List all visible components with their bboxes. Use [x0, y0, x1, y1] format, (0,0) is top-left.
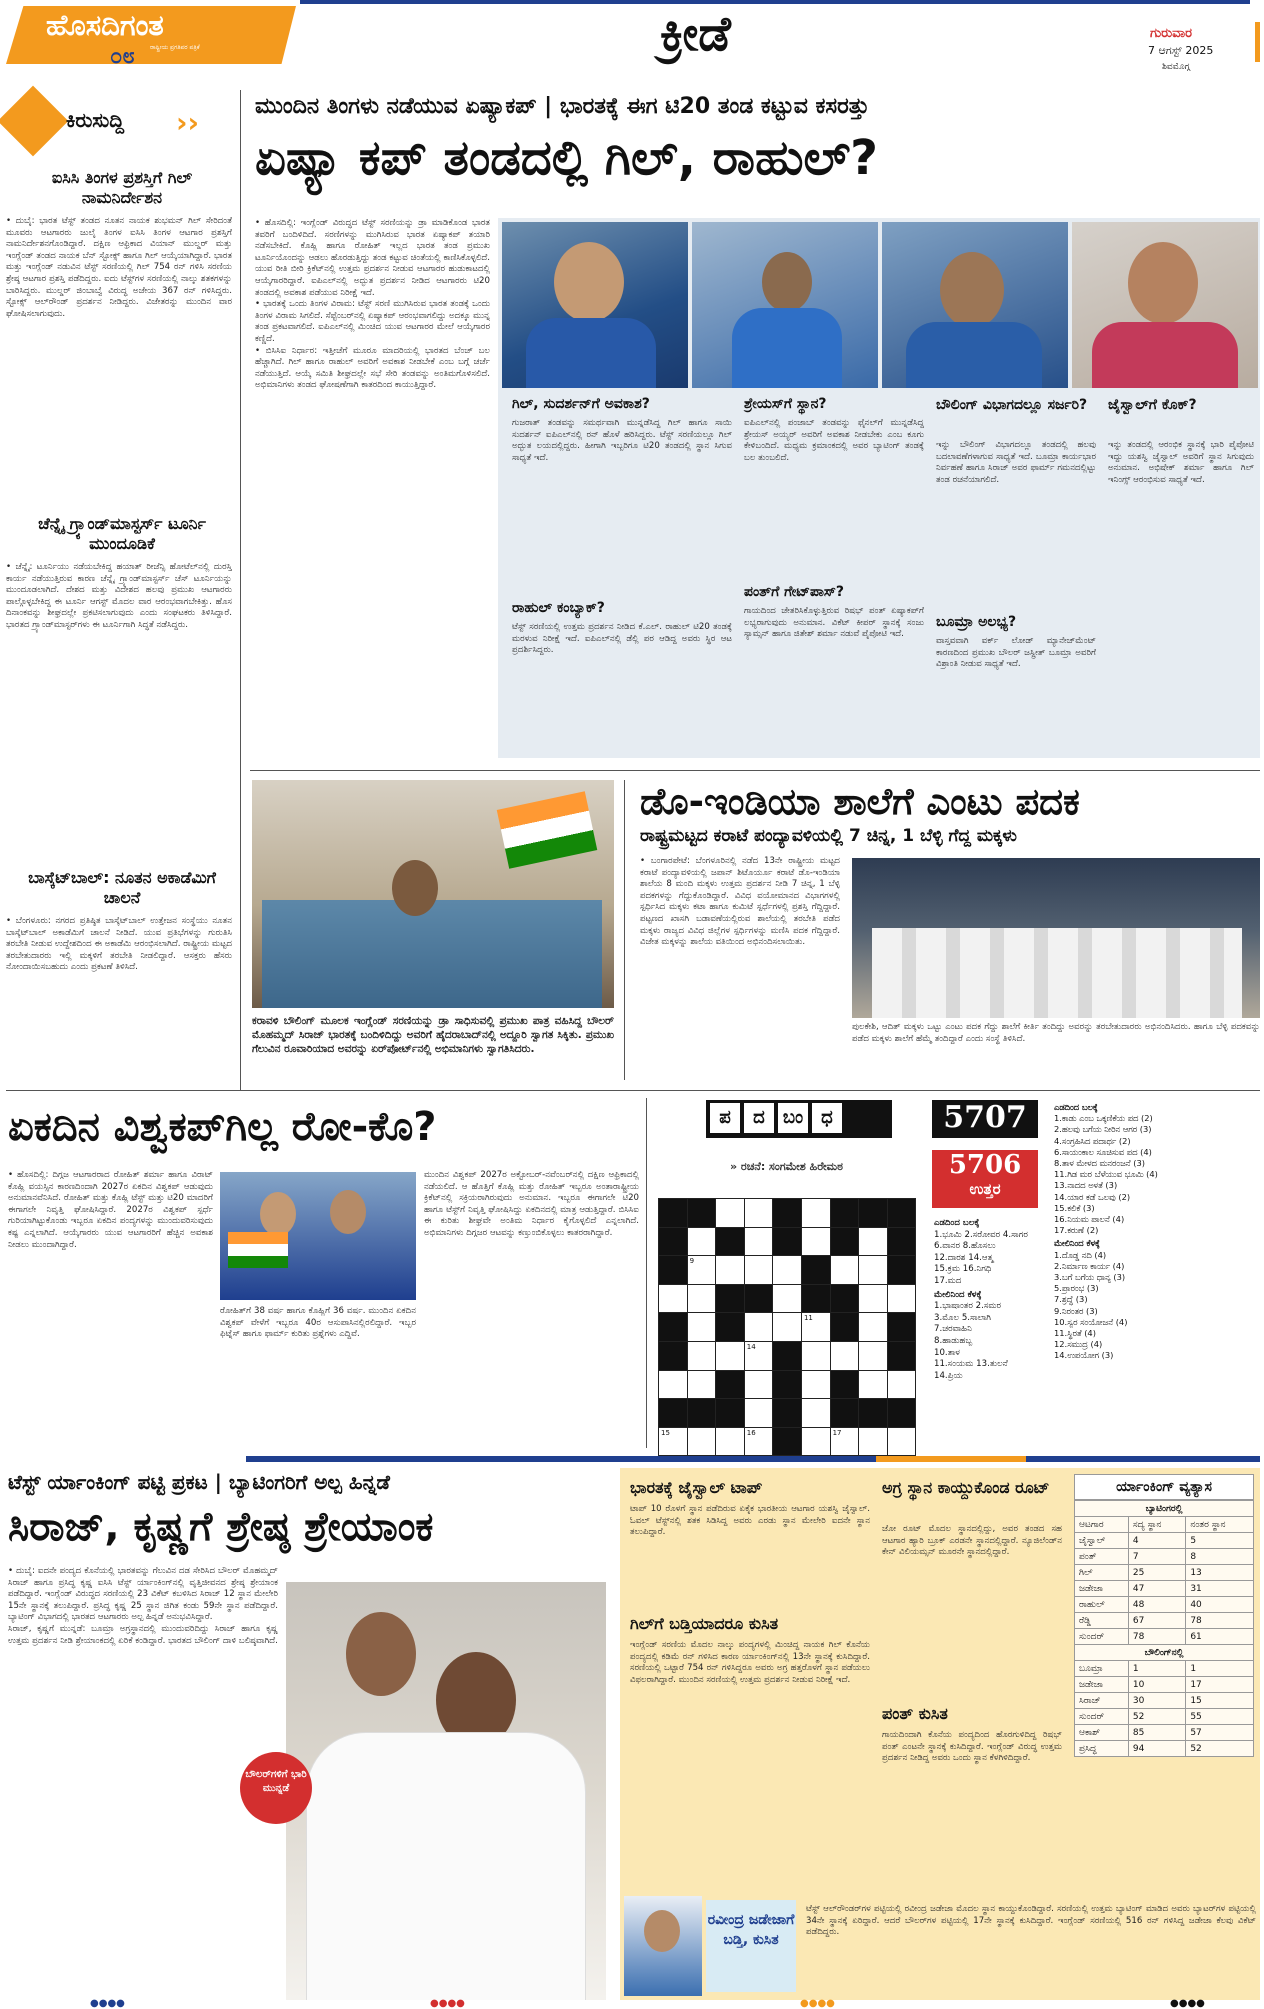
crossword-block	[859, 1399, 888, 1428]
crossword-block	[830, 1370, 859, 1399]
jadeja-label: ರವೀಂದ್ರ ಜಡೇಜಾಗೆ ಬಡ್ತಿ, ಕುಸಿತ	[706, 1900, 796, 1992]
clue-item: 15.ಕಲಿಕೆ (3)	[1054, 1202, 1095, 1213]
brief3-body: • ಬೆಂಗಳೂರು: ನಗರದ ಪ್ರತಿಷ್ಠಿತ ಬಾಸ್ಕೆಟ್‌ಬಾಲ್ ಉತ್ತೇಜನ ಸಂಸ್ಥೆಯು ನೂತನ ಬಾಸ್ಕೆಟ್‌ಬಾಲ್ ಅಕಾಡೆಮಿಗೆ ಚಾಲನೆ ನೀಡಿದೆ. ಯುವ ಪ್ರತಿಭೆಗಳನ್ನು ಗುರುತಿಸಿ ತರಬೇತಿ ನೀಡುವ ಉದ್ದೇಶದಿಂದ ಈ ಅಕಾಡೆಮಿ ಆರಂಭಿಸಲಾಗಿದೆ. ರಾಷ್ಟ್ರೀಯ ಮಟ್ಟದ ತರಬೇತುದಾರರು ಇಲ್ಲಿ ಮಕ್ಕಳಿಗೆ ತರಬೇತಿ ನೀಡಲಿದ್ದಾರೆ. ಆಸಕ್ತರು ಹೆಸರು ನೋಂದಾಯಿಸಬಹುದು ಎಂದು ಪ್ರಕಟಣೆ ತಿಳಿಸಿದೆ.	[6, 916, 232, 973]
clue-list	[1054, 1102, 1260, 1448]
photo-pant	[1072, 222, 1258, 388]
table-cell: ಸಿರಾಜ್	[1075, 1693, 1129, 1709]
answers-across-title: ಎಡದಿಂದ ಬಲಕ್ಕೆ	[934, 1218, 980, 1228]
ranking-col1: • ದುಬೈ: ಐದನೇ ಪಂದ್ಯದ ಕೊನೆಯಲ್ಲಿ ಭಾರತವನ್ನು ಗೆಲುವಿನ ದಡ ಸೇರಿಸಿದ ಬೌಲರ್ ಮೊಹಮ್ಮದ್ ಸಿರಾಜ್ ಹಾಗೂ ಪ್ರಸಿದ್ಧ ಕೃಷ್ಣ ಐಸಿಸಿ ಟೆಸ್ಟ್ ರ್ಯಾಂಕಿಂಗ್‌ನಲ್ಲಿ ವೃತ್ತಿಜೀವನದ ಶ್ರೇಷ್ಠ ಶ್ರೇಯಾಂಕ ಪಡೆದಿದ್ದಾರೆ. ಇಂಗ್ಲೆಂಡ್ ವಿರುದ್ಧದ ಸರಣಿಯಲ್ಲಿ 23 ವಿಕೆಟ್ ಕಬಳಿಸಿದ ಸಿರಾಜ್ 12 ಸ್ಥಾನ ಮೇಲೇರಿ 15ನೇ ಸ್ಥಾನಕ್ಕೆ ತಲುಪಿದ್ದಾರೆ. ಪ್ರಸಿದ್ಧ ಕೃಷ್ಣ 25 ಸ್ಥಾನ ಜಿಗಿತ ಕಂಡು 59ನೇ ಸ್ಥಾನ ಪಡೆದಿದ್ದಾರೆ. ಬ್ಯಾಟಿಂಗ್ ವಿಭಾಗದಲ್ಲಿ ಭಾರತದ ಆಟಗಾರರು ಅಲ್ಪ ಹಿನ್ನಡೆ ಅನುಭವಿಸಿದ್ದಾರೆ. ಸಿರಾಜ್, ಕೃಷ್ಣಗೆ ಮುನ್ನಡೆ: ಬೂಮ್ರಾ ಅಗ್ರಸ್ಥಾನದಲ್ಲಿ ಮುಂದುವರಿದಿದ್ದು ಸಿರಾಜ್ ಹಾಗೂ ಕೃಷ್ಣ ಉತ್ತಮ ಪ್ರದರ್ಶನ ನೀಡಿ ಶ್ರೇಯಾಂಕದಲ್ಲಿ ಏರಿಕೆ ಕಂಡಿದ್ದಾರೆ. ಭಾರತದ ಬೌಲಿಂಗ್ ದಾಳಿ ಬಲಿಷ್ಠವಾಗಿದೆ.	[8, 1566, 278, 1646]
clue-item: 1.ದೊಡ್ಡ ನದಿ (4)	[1054, 1249, 1107, 1260]
color-bar	[6, 1456, 1260, 1462]
crossword-block	[716, 1399, 745, 1428]
crossword-block	[830, 1284, 859, 1313]
divider-v2	[624, 780, 625, 1080]
crossword-cell[interactable]	[859, 1370, 888, 1399]
table-row	[1075, 1677, 1254, 1693]
table-cell: ಜಡೇಜಾ	[1075, 1677, 1129, 1693]
table-cell: ಪ್ರಸಿದ್ಧ	[1075, 1741, 1129, 1757]
clues-across-title: ಎಡದಿಂದ ಬಲಕ್ಕೆ	[1054, 1102, 1098, 1112]
puzzle-author: » ರಚನೆ: ಸಂಗಮೇಶ ಹಿರೇಮಠ	[730, 1160, 843, 1173]
crossword-cell[interactable]	[716, 1427, 745, 1456]
answer-item: 3.ಮೊಲ 5.ಸಾಲಾಗಿ	[934, 1312, 991, 1323]
table-row	[1075, 1629, 1254, 1645]
table-cell: 1	[1128, 1661, 1185, 1677]
crossword-grid	[658, 1198, 916, 1456]
answer-item: 10.ತಾಳ	[934, 1347, 960, 1358]
brief-chevrons: ››	[176, 106, 200, 139]
crossword-cell[interactable]	[744, 1227, 773, 1256]
roko-caption: ರೋಹಿತ್‌ಗೆ 38 ವರ್ಷ ಹಾಗೂ ಕೊಹ್ಲಿಗೆ 36 ವರ್ಷ. ಮುಂದಿನ ಏಕದಿನ ವಿಶ್ವಕಪ್ ವೇಳೆಗೆ ಇಬ್ಬರೂ 40ರ ಆಸುಪಾಸಿನಲ್ಲಿರಲಿದ್ದಾರೆ. ಇಬ್ಬರ ಫಿಟ್ನೆಸ್ ಹಾಗೂ ಫಾರ್ಮ್ ಕುರಿತು ಪ್ರಶ್ನೆಗಳು ಎದ್ದಿವೆ.	[220, 1306, 416, 1340]
brief-icon	[0, 86, 68, 157]
crossword-block	[801, 1284, 830, 1313]
table-cell: ಪಂತ್	[1075, 1549, 1129, 1565]
crossword-cell[interactable]	[830, 1256, 859, 1285]
crossword-cell[interactable]	[716, 1341, 745, 1370]
clue-item: 11.ಸ್ಥಿರತೆ (4)	[1054, 1328, 1096, 1339]
q1-body: ಗುಜರಾತ್ ತಂಡವನ್ನು ಸಮರ್ಥವಾಗಿ ಮುನ್ನಡೆಸಿದ್ದ ಗಿಲ್ ಹಾಗೂ ಸಾಯಿ ಸುದರ್ಶನ್ ಐಪಿಎಲ್‌ನಲ್ಲಿ ರನ್ ಹೊಳೆ ಹರಿಸಿದ್ದರು. ಟೆಸ್ಟ್ ಸರಣಿಯಲ್ಲೂ ಗಿಲ್ ಅದ್ಭುತ ಲಯದಲ್ಲಿದ್ದರು. ಹೀಗಾಗಿ ಇಬ್ಬರಿಗೂ ಟಿ20 ತಂಡದಲ್ಲಿ ಸ್ಥಾನ ಸಿಗುವ ಸಾಧ್ಯತೆ ಇದೆ.	[512, 418, 732, 463]
c1-body: ಟಾಪ್ 10 ರೊಳಗೆ ಸ್ಥಾನ ಪಡೆದಿರುವ ಏಕೈಕ ಭಾರತೀಯ ಆಟಗಾರ ಯಶಸ್ವಿ ಜೈಸ್ವಾಲ್. ಓವಲ್ ಟೆಸ್ಟ್‌ನಲ್ಲಿ ಶತಕ ಸಿಡಿಸಿದ್ದ ಅವರು ಎರಡು ಸ್ಥಾನ ಮೇಲೇರಿ ಐದನೇ ಸ್ಥಾನ ತಲುಪಿದ್ದಾರೆ.	[630, 1504, 870, 1538]
puzzle-title-tile: ಧ	[812, 1103, 842, 1133]
answer-item: 6.ವಾನರ 8.ಹೊಸಲು	[934, 1241, 996, 1252]
prev-number: 5706	[948, 1150, 1022, 1180]
crossword-block	[773, 1399, 802, 1428]
table-cell: ಜಡೇಜಾ	[1075, 1581, 1129, 1597]
table-cell: 47	[1128, 1581, 1185, 1597]
clue-item: 4.ಸಂಗ್ರಹಿಸಿದ ಪದಾರ್ಥ (2)	[1054, 1135, 1131, 1146]
clue-item: 1.ಕಾಡು ಎಂಬ ಒಕ್ಕಣಿಕೆಯ ಪದ (2)	[1054, 1113, 1153, 1124]
sidebar-divider	[240, 90, 241, 1090]
clue-item: 2.ನಿರ್ಮಾಣ ಕಾರ್ಯ (4)	[1054, 1260, 1125, 1271]
answer-item: 15.ಕ್ರಮ 16.ನಿಗಧಿ	[934, 1264, 992, 1275]
table-cell: 40	[1186, 1597, 1254, 1613]
table-row	[1075, 1709, 1254, 1725]
crossword-block	[773, 1199, 802, 1228]
table-cell: 78	[1186, 1613, 1254, 1629]
cell-number: 11	[803, 1314, 813, 1323]
crossword-cell[interactable]	[887, 1370, 916, 1399]
clue-item: 11.ಗಿಡ ಮರ ಬೆಳೆಯುವ ಭೂಮಿ (4)	[1054, 1169, 1158, 1180]
crossword-cell[interactable]	[716, 1256, 745, 1285]
crossword-cell[interactable]	[744, 1341, 773, 1370]
crossword-cell[interactable]	[687, 1256, 716, 1285]
table-row	[1075, 1565, 1254, 1581]
dojo-subtitle: ರಾಷ್ಟ್ರಮಟ್ಟದ ಕರಾಟೆ ಪಂದ್ಯಾವಳಿಯಲ್ಲಿ 7 ಚಿನ್ನ, 1 ಬೆಳ್ಳಿ ಗೆದ್ದ ಮಕ್ಕಳು	[640, 826, 1017, 846]
c3-head: ಅಗ್ರ ಸ್ಥಾನ ಕಾಯ್ದುಕೊಂಡ ರೂಟ್	[882, 1478, 1050, 1497]
rank-section-head: ಬೌಲಿಂಗ್‌ನಲ್ಲಿ	[1075, 1645, 1254, 1661]
table-cell: ಆಕಾಶ್	[1075, 1725, 1129, 1741]
table-cell: ಆಟಗಾರ	[1075, 1517, 1129, 1533]
crossword-cell[interactable]	[687, 1313, 716, 1342]
crossword-cell[interactable]	[801, 1370, 830, 1399]
photo-rohit-kohli	[220, 1172, 416, 1300]
table-cell: 31	[1186, 1581, 1254, 1597]
crossword-cell[interactable]	[773, 1313, 802, 1342]
crossword-cell[interactable]	[773, 1256, 802, 1285]
clue-item: 14.ಯಾರ ಕಡೆ ಒಲವು (2)	[1054, 1191, 1131, 1202]
q6-head: ಬೂಮ್ರಾ ಅಲಭ್ಯ?	[936, 614, 1017, 630]
table-row	[1075, 1581, 1254, 1597]
clues-down-title: ಮೇಲಿನಿಂದ ಕೆಳಕ್ಕೆ	[1054, 1238, 1100, 1249]
divider-v3	[646, 1098, 647, 1448]
table-cell: ಸುಂದರ್	[1075, 1709, 1129, 1725]
clue-item: 16.ನಿಯಮ ಪಾಲನೆ (4)	[1054, 1214, 1125, 1225]
table-cell: 48	[1128, 1597, 1185, 1613]
rank-table	[1074, 1474, 1254, 1757]
crossword-cell[interactable]	[830, 1427, 859, 1456]
sidebar-brief	[6, 88, 236, 1088]
asia-col1: • ಹೊಸದಿಲ್ಲಿ: ಇಂಗ್ಲೆಂಡ್ ವಿರುದ್ಧದ ಟೆಸ್ಟ್ ಸರಣಿಯನ್ನು ಡ್ರಾ ಮಾಡಿಕೊಂಡ ಭಾರತ ತವರಿಗೆ ಬಂದಿಳಿದಿದೆ. ಸರಣಿಗಳನ್ನು ಮುಗಿಸಿರುವ ಭಾರತ ಏಷ್ಯಾಕಪ್ ತಯಾರಿ ನಡೆಸಬೇಕಿದೆ. ಕೊಹ್ಲಿ ಹಾಗೂ ರೋಹಿತ್ ಇಲ್ಲದ ಭಾರತ ತಂಡ ಪ್ರಮುಖ ಟೂರ್ನಿಯೊಂದನ್ನು ಆಡಲು ಹೊರಡುತ್ತಿದ್ದು ತಂಡ ಕಟ್ಟುವ ಚಿಂತೆಯಲ್ಲಿ ಕಾಣಿಸಿಕೊಳ್ಳಲಿದೆ. ಯುವ ರೀತಿ ಬೀರಿ ಕ್ರಿಕೆಟ್‌ನಲ್ಲಿ ಉತ್ತಮ ಪ್ರದರ್ಶನ ನೀಡುವ ಆಟಗಾರರ ಹುಡುಕಾಟದಲ್ಲಿ ಆಯ್ಕೆಗಾರರಿದ್ದಾರೆ. ಐಪಿಎಲ್‌ನಲ್ಲಿ ಅದ್ಭುತ ಪ್ರದರ್ಶನ ನೀಡಿದ ಆಟಗಾರರು ಟಿ20 ತಂಡದಲ್ಲಿ ಅವಕಾಶ ಪಡೆಯುವ ನಿರೀಕ್ಷೆ ಇದೆ. • ಭಾರತಕ್ಕೆ ಒಂದು ತಿಂಗಳ ವಿರಾಮ: ಟೆಸ್ಟ್ ಸರಣಿ ಮುಗಿಸಿರುವ ಭಾರತ ತಂಡಕ್ಕೆ ಒಂದು ತಿಂಗಳ ವಿರಾಮ ಸಿಗಲಿದೆ. ಸೆಪ್ಟೆಂಬರ್‌ನಲ್ಲಿ ಏಷ್ಯಾಕಪ್ ಆರಂಭವಾಗಲಿದ್ದು ಅದಕ್ಕೂ ಮುನ್ನ ತಂಡ ಪ್ರಕಟವಾಗಲಿದೆ. ಐಪಿಎಲ್‌ನಲ್ಲಿ ಮಿಂಚಿದ ಯುವ ಆಟಗಾರರ ಮೇಲೆ ಆಯ್ಕೆಗಾರರ ಕಣ್ಣಿದೆ. • ಬಿಸಿಸಿಐ ನಿರ್ಧಾರ: ಇತ್ತೀಚೆಗೆ ಮೂರೂ ಮಾದರಿಯಲ್ಲಿ ಭಾರತದ ಬೆಂಚ್ ಬಲ ಹೆಚ್ಚಾಗಿದೆ. ಗಿಲ್ ಹಾಗೂ ರಾಹುಲ್ ಅವರಿಗೆ ಅವಕಾಶ ನೀಡಬೇಕೆ ಎಂಬ ಬಗ್ಗೆ ಚರ್ಚೆ ನಡೆಯುತ್ತಿದೆ. ಆಯ್ಕೆ ಸಮಿತಿ ಶೀಘ್ರದಲ್ಲೇ ಸಭೆ ಸೇರಿ ತಂಡವನ್ನು ಅಂತಿಮಗೊಳಿಸಲಿದೆ. ಅಭಿಮಾನಿಗಳು ತಂಡದ ಘೋಷಣೆಗಾಗಿ ಕಾತರದಿಂದ ಕಾಯುತ್ತಿದ್ದಾರೆ.	[255, 218, 490, 391]
crossword-block	[887, 1313, 916, 1342]
puzzle-number: 5707	[932, 1100, 1038, 1138]
table-cell: 4	[1128, 1533, 1185, 1549]
clue-item: 6.ಸಾಯಂಕಾಲ ಸೂಚಿಸುವ ಪದ (4)	[1054, 1146, 1152, 1157]
crossword-block	[716, 1313, 745, 1342]
table-row	[1075, 1517, 1254, 1533]
crossword-cell[interactable]	[744, 1313, 773, 1342]
crossword-cell[interactable]	[859, 1341, 888, 1370]
table-cell: 15	[1186, 1693, 1254, 1709]
roko-col2: ಮುಂದಿನ ವಿಶ್ವಕಪ್ 2027ರ ಅಕ್ಟೋಬರ್-ನವೆಂಬರ್‌ನಲ್ಲಿ ದಕ್ಷಿಣ ಆಫ್ರಿಕಾದಲ್ಲಿ ನಡೆಯಲಿದೆ. ಆ ಹೊತ್ತಿಗೆ ಕೊಹ್ಲಿ ಮತ್ತು ರೋಹಿತ್ ಇಬ್ಬರೂ ಅಂತಾರಾಷ್ಟ್ರೀಯ ಕ್ರಿಕೆಟ್‌ನಲ್ಲಿ ಸಕ್ರಿಯರಾಗಿರುವುದು ಅನುಮಾನ. ಇಬ್ಬರೂ ಈಗಾಗಲೇ ಟಿ20 ಹಾಗೂ ಟೆಸ್ಟ್‌ಗೆ ನಿವೃತ್ತಿ ಘೋಷಿಸಿದ್ದು ಏಕದಿನದಲ್ಲಿ ಮಾತ್ರ ಆಡುತ್ತಿದ್ದಾರೆ. ಬಿಸಿಸಿಐ ಈ ಕುರಿತು ಶೀಘ್ರವೇ ಅಂತಿಮ ನಿರ್ಧಾರ ಕೈಗೊಳ್ಳಲಿದೆ ಎನ್ನಲಾಗಿದೆ. ಅಭಿಮಾನಿಗಳು ದಿಗ್ಗಜರ ಆಟವನ್ನು ಕಣ್ತುಂಬಿಕೊಳ್ಳಲು ಕಾತರರಾಗಿದ್ದಾರೆ.	[424, 1170, 639, 1238]
table-cell: ಸುಂದರ್	[1075, 1629, 1129, 1645]
q3-head: ಶ್ರೇಯಸ್‌ಗೆ ಸ್ಥಾನ?	[744, 396, 827, 412]
clue-item: 2.ಹಲವು ಬಗೆಯ ನೀರಿನ ಆಗರ (3)	[1054, 1124, 1152, 1135]
brief-label: ಕಿರುಸುದ್ದಿ	[66, 108, 125, 132]
crossword-cell[interactable]	[744, 1370, 773, 1399]
table-cell: 52	[1186, 1741, 1254, 1757]
table-cell: 52	[1128, 1709, 1185, 1725]
crossword-block	[830, 1399, 859, 1428]
puzzle-title-tile: ಬಂ	[778, 1103, 808, 1133]
clue-item: 8.ತಾಳ ಮೇಳದ ಮನರಂಜನೆ (3)	[1054, 1158, 1145, 1169]
city: ಶಿವಮೊಗ್ಗ	[1162, 62, 1190, 72]
q4-body: ಗಾಯದಿಂದ ಚೇತರಿಸಿಕೊಳ್ಳುತ್ತಿರುವ ರಿಷಭ್ ಪಂತ್ ಏಷ್ಯಾಕಪ್‌ಗೆ ಲಭ್ಯರಾಗುವುದು ಅನುಮಾನ. ವಿಕೆಟ್ ಕೀಪರ್ ಸ್ಥಾನಕ್ಕೆ ಸಂಜು ಸ್ಯಾಮ್ಸನ್ ಹಾಗೂ ಜಿತೇಶ್ ಶರ್ಮಾ ನಡುವೆ ಪೈಪೋಟಿ ಇದೆ.	[744, 606, 924, 640]
page-number: ೦೮	[110, 44, 135, 69]
crossword-cell[interactable]	[887, 1427, 916, 1456]
q1-head: ಗಿಲ್, ಸುದರ್ಶನ್‌ಗೆ ಅವಕಾಶ?	[512, 396, 650, 412]
dojo-headline: ಡೊ-ಇಂಡಿಯಾ ಶಾಲೆಗೆ ಎಂಟು ಪದಕ	[640, 780, 1080, 823]
roko-headline: ಏಕದಿನ ವಿಶ್ವಕಪ್‌ಗಿಲ್ಲ ರೋ-ಕೊ?	[8, 1104, 437, 1150]
c1-head: ಭಾರತಕ್ಕೆ ಜೈಸ್ವಾಲ್ ಟಾಪ್	[630, 1478, 763, 1497]
table-cell: 5	[1186, 1533, 1254, 1549]
table-cell: 67	[1128, 1613, 1185, 1629]
crossword-cell[interactable]	[659, 1427, 688, 1456]
crossword-block	[859, 1199, 888, 1228]
crossword-cell[interactable]	[859, 1284, 888, 1313]
crossword-cell[interactable]	[687, 1341, 716, 1370]
reg-marks: ●●●● ●●●● ●●●● ●●●●	[90, 1998, 1205, 2009]
crossword-cell[interactable]	[801, 1313, 830, 1342]
dojo-body: • ಬಂಗಾರಪೇಟೆ: ಬೆಂಗಳೂರಿನಲ್ಲಿ ನಡೆದ 13ನೇ ರಾಷ್ಟ್ರೀಯ ಮಟ್ಟದ ಕರಾಟೆ ಪಂದ್ಯಾವಳಿಯಲ್ಲಿ ಜಪಾನ್ ಶಿಟೊರ್ಯೂ ಕರಾಟೆ ಡೊ-ಇಂಡಿಯಾ ಶಾಲೆಯ 8 ಮಂದಿ ಮಕ್ಕಳು ಉತ್ತಮ ಪ್ರದರ್ಶನ ನೀಡಿ 7 ಚಿನ್ನ, 1 ಬೆಳ್ಳಿ ಪದಕಗಳನ್ನು ಗೆದ್ದುಕೊಂಡಿದ್ದಾರೆ. ವಿವಿಧ ವಯೋಮಾನದ ವಿಭಾಗಗಳಲ್ಲಿ ಸ್ಪರ್ಧಿಸಿದ ಮಕ್ಕಳು ಕಟಾ ಹಾಗೂ ಕುಮಿಟೆ ಸ್ಪರ್ಧೆಗಳಲ್ಲಿ ಪ್ರಶಸ್ತಿ ಗೆದ್ದಿದ್ದಾರೆ. ಪಟ್ಟಣದ ಖಾಸಗಿ ಬಡಾವಣೆಯಲ್ಲಿರುವ ಶಾಲೆಯಲ್ಲಿ ತರಬೇತಿ ಪಡೆದ ಮಕ್ಕಳು ರಾಜ್ಯದ ವಿವಿಧ ಜಿಲ್ಲೆಗಳ ಸ್ಪರ್ಧಿಗಳನ್ನು ಮಣಿಸಿ ಪದಕ ಗೆದ್ದಿದ್ದಾರೆ. ವಿಜೇತ ಮಕ್ಕಳನ್ನು ಶಾಲೆಯ ವತಿಯಿಂದ ಅಭಿನಂದಿಸಲಾಯಿತು.	[640, 856, 840, 948]
table-cell: ಜೈಸ್ವಾಲ್	[1075, 1533, 1129, 1549]
c2-body: ಇಂಗ್ಲೆಂಡ್ ಸರಣಿಯ ಮೊದಲ ನಾಲ್ಕು ಪಂದ್ಯಗಳಲ್ಲಿ ಮಿಂಚಿದ್ದ ನಾಯಕ ಗಿಲ್ ಕೊನೆಯ ಪಂದ್ಯದಲ್ಲಿ ಕಡಿಮೆ ರನ್ ಗಳಿಸಿದ ಕಾರಣ ರ್ಯಾಂಕಿಂಗ್‌ನಲ್ಲಿ 13ನೇ ಸ್ಥಾನಕ್ಕೆ ಕುಸಿದಿದ್ದಾರೆ. ಸರಣಿಯಲ್ಲಿ ಒಟ್ಟಾರೆ 754 ರನ್ ಗಳಿಸಿದ್ದರೂ ಅವರು ಅಗ್ರ ಹತ್ತರೊಳಗೆ ಸ್ಥಾನ ಪಡೆಯಲು ವಿಫಲರಾಗಿದ್ದಾರೆ. ಮುಂದಿನ ಸರಣಿಯಲ್ಲಿ ಉತ್ತಮ ಪ್ರದರ್ಶನ ನೀಡುವ ನಿರೀಕ್ಷೆ ಇದೆ.	[630, 1640, 870, 1685]
brief1-body: • ದುಬೈ: ಭಾರತ ಟೆಸ್ಟ್ ತಂಡದ ನೂತನ ನಾಯಕ ಶುಭಮನ್ ಗಿಲ್ ಸೇರಿದಂತೆ ಮೂವರು ಆಟಗಾರರು ಜುಲೈ ತಿಂಗಳ ಐಸಿಸಿ ತಿಂಗಳ ಆಟಗಾರ ಪ್ರಶಸ್ತಿಗೆ ನಾಮನಿರ್ದೇಶನಗೊಂಡಿದ್ದಾರೆ. ದಕ್ಷಿಣ ಆಫ್ರಿಕಾದ ವಿಯಾನ್ ಮುಲ್ಡರ್ ಮತ್ತು ಇಂಗ್ಲೆಂಡ್ ತಂಡದ ನಾಯಕ ಬೆನ್ ಸ್ಟೋಕ್ಸ್ ಹಾಗೂ ಗಿಲ್ ಆಯ್ಕೆಯಾಗಿದ್ದಾರೆ. ಭಾರತ ಮತ್ತು ಇಂಗ್ಲೆಂಡ್ ನಡುವಿನ ಟೆಸ್ಟ್ ಸರಣಿಯಲ್ಲಿ ಗಿಲ್ 754 ರನ್ ಗಳಿಸಿ ಸರಣಿಯ ಶ್ರೇಷ್ಠ ಆಟಗಾರ ಪ್ರಶಸ್ತಿ ಪಡೆದಿದ್ದರು. ಐದು ಟೆಸ್ಟ್‌ಗಳ ಸರಣಿಯಲ್ಲಿ ನಾಲ್ಕು ಶತಕಗಳನ್ನು ಬಾರಿಸಿದ್ದರು. ಮುಲ್ಡರ್ ಜಿಂಬಾಬ್ವೆ ವಿರುದ್ಧ ಅಜೇಯ 367 ರನ್ ಗಳಿಸಿದ್ದರು. ಸ್ಟೋಕ್ಸ್ ಆಲ್‌ರೌಂಡ್ ಪ್ರದರ್ಶನ ನೀಡಿದ್ದರು. ವಿಜೇತರನ್ನು ಮುಂದಿನ ವಾರ ಘೋಷಿಸಲಾಗುವುದು.	[6, 216, 232, 319]
crossword-cell[interactable]	[744, 1399, 773, 1428]
crossword-cell[interactable]	[859, 1313, 888, 1342]
prev-label: ಉತ್ತರ	[969, 1180, 1001, 1198]
ranking-kicker: ಟೆಸ್ಟ್ ರ್ಯಾಂಕಿಂಗ್ ಪಟ್ಟಿ ಪ್ರಕಟ | ಬ್ಯಾಟಿಂಗರಿಗೆ ಅಲ್ಪ ಹಿನ್ನಡೆ	[8, 1470, 390, 1494]
q6-body: ವಾಸ್ತವವಾಗಿ ವರ್ಕ್ ಲೋಡ್ ಮ್ಯಾನೇಜ್‌ಮೆಂಟ್ ಕಾರಣದಿಂದ ಪ್ರಮುಖ ಬೌಲರ್ ಜಸ್ಪ್ರೀತ್ ಬೂಮ್ರಾ ಅವರಿಗೆ ವಿಶ್ರಾಂತಿ ನೀಡುವ ಸಾಧ್ಯತೆ ಇದೆ.	[936, 636, 1096, 670]
q4-head: ಪಂತ್‌ಗೆ ಗೇಟ್‌ಪಾಸ್?	[744, 584, 845, 600]
clue-item: 12.ಸಮುದ್ರ (4)	[1054, 1339, 1103, 1350]
answer-item: 11.ಸಂಯಮ 13.ತುಲನೆ	[934, 1359, 1008, 1370]
answers-down-title: ಮೇಲಿನಿಂದ ಕೆಳಕ್ಕೆ	[934, 1289, 982, 1300]
crossword-block	[687, 1399, 716, 1428]
clue-item: 13.ನಾದದ ಅಳತೆ (3)	[1054, 1180, 1118, 1191]
answer-item: 17.ಮದ	[934, 1275, 962, 1286]
crossword-block	[887, 1199, 916, 1228]
q3-body: ಐಪಿಎಲ್‌ನಲ್ಲಿ ಪಂಜಾಬ್ ತಂಡವನ್ನು ಫೈನಲ್‌ಗೆ ಮುನ್ನಡೆಸಿದ್ದ ಶ್ರೇಯಸ್ ಅಯ್ಯರ್ ಅವರಿಗೆ ಅವಕಾಶ ನೀಡಬೇಕು ಎಂಬ ಕೂಗು ಕೇಳಿಬಂದಿದೆ. ಮಧ್ಯಮ ಕ್ರಮಾಂಕದಲ್ಲಿ ಅವರ ಬ್ಯಾಟಿಂಗ್ ತಂಡಕ್ಕೆ ಬಲ ತುಂಬಲಿದೆ.	[744, 418, 924, 463]
answer-item: 8.ಹಾಡುಹಬ್ಬ	[934, 1335, 973, 1346]
table-row	[1075, 1693, 1254, 1709]
table-cell: 30	[1128, 1693, 1185, 1709]
puzzle-title	[706, 1100, 892, 1138]
brief2-title: ಚೆನ್ನೈ ಗ್ರ್ಯಾಂಡ್‌ಮಾಸ್ಟರ್ಸ್ ಟೂರ್ನಿ ಮುಂದೂಡಿಕೆ	[38, 514, 206, 553]
crossword-cell[interactable]	[887, 1284, 916, 1313]
crossword-cell[interactable]	[801, 1341, 830, 1370]
crossword-cell[interactable]	[744, 1256, 773, 1285]
masthead-band	[300, 0, 1250, 4]
crossword-block	[887, 1399, 916, 1428]
c4-body: ಗಾಯದಿಂದಾಗಿ ಕೊನೆಯ ಪಂದ್ಯದಿಂದ ಹೊರಗುಳಿದಿದ್ದ ರಿಷಭ್ ಪಂತ್ ಎಂಟನೇ ಸ್ಥಾನಕ್ಕೆ ಕುಸಿದಿದ್ದಾರೆ. ಇಂಗ್ಲೆಂಡ್ ವಿರುದ್ಧ ಉತ್ತಮ ಪ್ರದರ್ಶನ ನೀಡಿದ್ದ ಅವರು ಒಂದು ಸ್ಥಾನ ಕೆಳಗಿಳಿದಿದ್ದಾರೆ.	[882, 1730, 1062, 1764]
table-cell: ಗಿಲ್	[1075, 1565, 1129, 1581]
crossword-block	[830, 1227, 859, 1256]
crossword-cell[interactable]	[801, 1227, 830, 1256]
crossword-cell[interactable]	[659, 1284, 688, 1313]
cell-number: 14	[746, 1342, 756, 1351]
puzzle-title-tile: ದ	[744, 1103, 774, 1133]
table-cell: 1	[1186, 1661, 1254, 1677]
table-row	[1075, 1613, 1254, 1629]
crossword-cell[interactable]	[744, 1199, 773, 1228]
crossword-block	[801, 1256, 830, 1285]
table-cell: 10	[1128, 1677, 1185, 1693]
table-cell: 13	[1186, 1565, 1254, 1581]
logo-sub: ರಾಷ್ಟ್ರೀಯ ಪ್ರಗತಿಪರ ಪತ್ರಿಕೆ	[150, 44, 200, 51]
table-cell: 25	[1128, 1565, 1185, 1581]
crossword-block	[716, 1284, 745, 1313]
crossword-block	[773, 1370, 802, 1399]
table-cell: 94	[1128, 1741, 1185, 1757]
rank-section-head: ಬ್ಯಾಟಿಂಗರಲ್ಲಿ	[1075, 1501, 1254, 1517]
c3-body: ಜೋ ರೂಟ್ ಮೊದಲ ಸ್ಥಾನದಲ್ಲಿದ್ದು, ಅವರ ತಂಡದ ಸಹ ಆಟಗಾರ ಹ್ಯಾರಿ ಬ್ರೂಕ್ ಎರಡನೇ ಸ್ಥಾನದಲ್ಲಿದ್ದಾರೆ. ನ್ಯೂಜಿಲೆಂಡ್‌ನ ಕೇನ್ ವಿಲಿಯಮ್ಸನ್ ಮೂರನೇ ಸ್ಥಾನದಲ್ಲಿದ್ದಾರೆ.	[882, 1524, 1062, 1558]
answer-item: 7.ಚರವಾಹಿನಿ	[934, 1324, 972, 1335]
masthead	[0, 0, 1264, 70]
crossword-block	[887, 1341, 916, 1370]
cell-number: 9	[689, 1257, 695, 1266]
prev-answer-list	[934, 1218, 1046, 1448]
table-row	[1075, 1597, 1254, 1613]
asia-headline: ಏಷ್ಯಾ ಕಪ್ ತಂಡದಲ್ಲಿ ಗಿಲ್, ರಾಹುಲ್?	[255, 130, 879, 186]
crossword-cell[interactable]	[801, 1427, 830, 1456]
crossword-block	[773, 1427, 802, 1456]
date: 7 ಆಗಸ್ಟ್ 2025	[1148, 44, 1214, 57]
divider-2	[6, 1090, 1260, 1091]
crossword-cell[interactable]	[744, 1427, 773, 1456]
answer-item: 1.ಭೂಮಿ 2.ಸರೋವರ 4.ಸಾಗರ	[934, 1229, 1028, 1240]
clue-item: 3.ಬಗೆ ಬಗೆಯ ಧಾನ್ಯ (3)	[1054, 1272, 1126, 1283]
ranking-headline: ಸಿರಾಜ್, ಕೃಷ್ಣಗೆ ಶ್ರೇಷ್ಠ ಶ್ರೇಯಾಂಕ	[8, 1504, 434, 1550]
crossword-block	[716, 1227, 745, 1256]
crossword-cell[interactable]	[716, 1199, 745, 1228]
table-cell: 17	[1186, 1677, 1254, 1693]
table-row	[1075, 1533, 1254, 1549]
day: ಗುರುವಾರ	[1150, 26, 1192, 41]
crossword-block	[659, 1399, 688, 1428]
table-cell: 55	[1186, 1709, 1254, 1725]
crossword-cell[interactable]	[659, 1370, 688, 1399]
clue-item: 10.ಸ್ವರ ಸಂಯೋಜನೆ (4)	[1054, 1316, 1128, 1327]
crossword-block	[659, 1256, 688, 1285]
table-row	[1075, 1741, 1254, 1757]
rank-table-title: ರ್ಯಾಂಕಿಂಗ್ ವ್ಯತ್ಯಾಸ	[1074, 1474, 1254, 1500]
table-cell: 8	[1186, 1549, 1254, 1565]
bowlers-badge: ಬೌಲರ್‌ಗಳಿಗೆ ಭಾರಿ ಮುನ್ನಡೆ	[240, 1752, 312, 1824]
table-cell: 85	[1128, 1725, 1185, 1741]
cell-number: 16	[746, 1428, 756, 1437]
dojo-caption: ಪುಲಕೇಶಿ, ಆದಿತ್ ಮಕ್ಕಳು ಒಟ್ಟು ಎಂಟು ಪದಕ ಗೆದ್ದು ಶಾಲೆಗೆ ಕೀರ್ತಿ ತಂದಿದ್ದು ಅವರನ್ನು ತರಬೇತುದಾರರು ಅಭಿನಂದಿಸಿದರು. ಹಾಗೂ ಬೆಳ್ಳಿ ಪದಕವನ್ನು ಪಡೆದ ಮಕ್ಕಳು ಶಾಲೆಗೆ ಹೆಮ್ಮೆ ತಂದಿದ್ದಾರೆ ಎಂದು ಸಂಸ್ಥೆ ತಿಳಿಸಿದೆ.	[852, 1022, 1260, 1044]
crossword-block	[659, 1341, 688, 1370]
crossword-cell[interactable]	[801, 1199, 830, 1228]
table-cell: 7	[1128, 1549, 1185, 1565]
clue-item: 9.ನಿರಂತರ (3)	[1054, 1305, 1098, 1316]
table-row	[1075, 1661, 1254, 1677]
answer-item: 12.ದಾರಶ 14.ಆತ್ಮ	[934, 1252, 994, 1263]
cell-number: 17	[832, 1428, 842, 1437]
brief2-body: • ಚೆನ್ನೈ: ಟೂರ್ನಿಯು ನಡೆಯಬೇಕಿದ್ದ ಹಯಾತ್ ರೀಜೆನ್ಸಿ ಹೋಟೆಲ್‌ನಲ್ಲಿ ದುರಸ್ತಿ ಕಾರ್ಯ ನಡೆಯುತ್ತಿರುವ ಕಾರಣ ಚೆನ್ನೈ ಗ್ರ್ಯಾಂಡ್‌ಮಾಸ್ಟರ್ಸ್ ಚೆಸ್ ಟೂರ್ನಿಯನ್ನು ಮುಂದೂಡಲಾಗಿದೆ. ದೇಶದ ಮತ್ತು ವಿದೇಶದ ಹಲವು ಪ್ರಮುಖ ಆಟಗಾರರು ಪಾಲ್ಗೊಳ್ಳಬೇಕಿದ್ದ ಈ ಟೂರ್ನಿ ಆಗಸ್ಟ್ ಮೊದಲ ವಾರ ಆರಂಭವಾಗಬೇಕಿತ್ತು. ಹೊಸ ದಿನಾಂಕವನ್ನು ಶೀಘ್ರದಲ್ಲೇ ಪ್ರಕಟಿಸಲಾಗುವುದು ಎಂದು ಸಂಘಟಕರು ತಿಳಿಸಿದ್ದಾರೆ. ಭಾರತದ ಗ್ರ್ಯಾಂಡ್‌ಮಾಸ್ಟರ್‌ಗಳು ಈ ಟೂರ್ನಿಗಾಗಿ ಸಿದ್ಧತೆ ನಡೆಸಿದ್ದರು.	[6, 562, 232, 630]
crossword-block	[773, 1227, 802, 1256]
q7-head: ಜೈಸ್ವಾಲ್‌ಗೆ ಕೊಕ್?	[1108, 397, 1197, 413]
crossword-cell[interactable]	[687, 1284, 716, 1313]
brief3-title: ಬಾಸ್ಕೆಟ್‌ಬಾಲ್: ನೂತನ ಅಕಾಡೆಮಿಗೆ ಚಾಲನೆ	[28, 868, 216, 907]
crossword-cell[interactable]	[773, 1284, 802, 1313]
photo-jadeja	[624, 1896, 702, 1996]
divider-mid	[250, 770, 1260, 771]
q2-body: ಟೆಸ್ಟ್ ಸರಣಿಯಲ್ಲಿ ಉತ್ತಮ ಪ್ರದರ್ಶನ ನೀಡಿದ ಕೆ.ಎಲ್. ರಾಹುಲ್ ಟಿ20 ತಂಡಕ್ಕೆ ಮರಳುವ ನಿರೀಕ್ಷೆ ಇದೆ. ಐಪಿಎಲ್‌ನಲ್ಲಿ ಡೆಲ್ಲಿ ಪರ ಆಡಿದ್ದ ಅವರು ಸ್ಥಿರ ಆಟ ಪ್ರದರ್ಶಿಸಿದ್ದರು.	[512, 622, 732, 656]
logo: ಹೊಸದಿಗಂತ	[46, 8, 164, 42]
cell-number: 15	[661, 1428, 670, 1437]
c4-head: ಪಂತ್ ಕುಸಿತ	[882, 1704, 948, 1723]
q7-body: ಇನ್ನು ತಂಡದಲ್ಲಿ ಆರಂಭಿಕ ಸ್ಥಾನಕ್ಕೆ ಭಾರಿ ಪೈಪೋಟಿ ಇದ್ದು ಯಶಸ್ವಿ ಜೈಸ್ವಾಲ್ ಅವರಿಗೆ ಸ್ಥಾನ ಸಿಗುವುದು ಅನುಮಾನ. ಅಭಿಷೇಕ್ ಶರ್ಮಾ ಹಾಗೂ ಗಿಲ್ ಇನಿಂಗ್ಸ್ ಆರಂಭಿಸುವ ಸಾಧ್ಯತೆ ಇದೆ.	[1108, 440, 1254, 485]
clue-item: 7.ಶ್ರದ್ಧೆ (3)	[1054, 1294, 1088, 1305]
photo-gill	[502, 222, 688, 388]
table-cell: ನಂತರ ಸ್ಥಾನ	[1186, 1517, 1254, 1533]
crossword-cell[interactable]	[859, 1256, 888, 1285]
crossword-block	[687, 1199, 716, 1228]
photo-siraj-krishna	[286, 1582, 606, 2000]
crossword-cell[interactable]	[859, 1227, 888, 1256]
table-cell: 57	[1186, 1725, 1254, 1741]
photo-rahul	[692, 222, 878, 388]
q5-body: ಇನ್ನು ಬೌಲಿಂಗ್ ವಿಭಾಗದಲ್ಲೂ ತಂಡದಲ್ಲಿ ಹಲವು ಬದಲಾವಣೆಗಳಾಗುವ ಸಾಧ್ಯತೆ ಇದೆ. ಬೂಮ್ರಾ ಕಾರ್ಯಭಾರ ನಿರ್ವಹಣೆ ಹಾಗೂ ಸಿರಾಜ್ ಅವರ ಫಾರ್ಮ್ ಗಮನದಲ್ಲಿಟ್ಟು ತಂಡ ರಚನೆಯಾಗಲಿದೆ.	[936, 440, 1096, 485]
crossword-cell[interactable]	[687, 1427, 716, 1456]
clue-item: 17.ಕರುಣೆ (2)	[1054, 1225, 1099, 1236]
crossword-cell[interactable]	[859, 1427, 888, 1456]
photo-karate-kids	[852, 858, 1260, 1018]
siraj-caption: ಕರಾವಳಿ ಬೌಲಿಂಗ್ ಮೂಲಕ ಇಂಗ್ಲೆಂಡ್ ಸರಣಿಯನ್ನು ಡ್ರಾ ಸಾಧಿಸುವಲ್ಲಿ ಪ್ರಮುಖ ಪಾತ್ರ ವಹಿಸಿದ್ದ ಬೌಲರ್ ಮೊಹಮ್ಮದ್ ಸಿರಾಜ್ ಭಾರತಕ್ಕೆ ಬಂದಿಳಿದಿದ್ದು ಅವರಿಗೆ ಹೈದರಾಬಾದ್‌ನಲ್ಲಿ ಅದ್ದೂರಿ ಸ್ವಾಗತ ಸಿಕ್ಕಿತು. ಪ್ರಮುಖ ಗೆಲುವಿನ ರೂವಾರಿಯಾದ ಅವರನ್ನು ಏರ್‌ಪೋರ್ಟ್‌ನಲ್ಲಿ ಅಭಿಮಾನಿಗಳು ಸ್ವಾಗತಿಸಿದರು.	[252, 1015, 614, 1055]
crossword-cell[interactable]	[801, 1399, 830, 1428]
table-row	[1075, 1725, 1254, 1741]
c2-head: ಗಿಲ್‌ಗೆ ಬಡ್ತಿಯಾದರೂ ಕುಸಿತ	[630, 1614, 779, 1633]
crossword-block	[773, 1341, 802, 1370]
roko-col1: • ಹೊಸದಿಲ್ಲಿ: ದಿಗ್ಗಜ ಆಟಗಾರರಾದ ರೋಹಿತ್ ಶರ್ಮಾ ಹಾಗೂ ವಿರಾಟ್ ಕೊಹ್ಲಿ ವಯಸ್ಸಿನ ಕಾರಣದಿಂದಾಗಿ 2027ರ ಏಕದಿನ ವಿಶ್ವಕಪ್ ಆಡುವುದು ಅನುಮಾನವೆನಿಸಿದೆ. ರೋಹಿತ್ ಮತ್ತು ಕೊಹ್ಲಿ ಟೆಸ್ಟ್ ಮತ್ತು ಟಿ20 ಮಾದರಿಗೆ ಈಗಾಗಲೇ ನಿವೃತ್ತಿ ಘೋಷಿಸಿದ್ದಾರೆ. 2027ರ ವಿಶ್ವಕಪ್ ಸ್ಪರ್ಧೆ ಗುರಿಯಾಗಿಟ್ಟುಕೊಂಡು ಇಬ್ಬರೂ ಏಕದಿನ ಪಂದ್ಯಗಳನ್ನು ಮುಂದುವರಿಸುವುದು ಕಷ್ಟ ಎನ್ನಲಾಗಿದೆ. ಆಯ್ಕೆಗಾರರು ಯುವ ಆಟಗಾರರಿಗೆ ಹೆಚ್ಚಿನ ಅವಕಾಶ ನೀಡಲು ಮುಂದಾಗಿದ್ದಾರೆ.	[8, 1170, 213, 1250]
crossword-block	[887, 1256, 916, 1285]
masthead-accent	[1255, 22, 1260, 62]
answer-item: 1.ಭಾಷಾಂತರ 2.ಸಮರ	[934, 1301, 1002, 1312]
crossword-block	[744, 1284, 773, 1313]
table-row	[1075, 1549, 1254, 1565]
crossword-block	[830, 1199, 859, 1228]
q5-head: ಬೌಲಿಂಗ್ ವಿಭಾಗದಲ್ಲೂ ಸರ್ಜರಿ?	[936, 397, 1088, 413]
crossword-block	[716, 1370, 745, 1399]
crossword-cell[interactable]	[830, 1341, 859, 1370]
crossword-block	[887, 1227, 916, 1256]
prev-answer-badge	[932, 1150, 1038, 1208]
photo-siraj-welcome	[252, 780, 614, 1008]
crossword-cell[interactable]	[687, 1227, 716, 1256]
jadeja-body: ಟೆಸ್ಟ್ ಆಲ್‌ರೌಂಡರ್‌ಗಳ ಪಟ್ಟಿಯಲ್ಲಿ ರವೀಂದ್ರ ಜಡೇಜಾ ಮೊದಲ ಸ್ಥಾನ ಕಾಯ್ದುಕೊಂಡಿದ್ದಾರೆ. ಸರಣಿಯಲ್ಲಿ ಉತ್ತಮ ಬ್ಯಾಟಿಂಗ್ ಮಾಡಿದ ಅವರು ಬ್ಯಾಟರ್‌ಗಳ ಪಟ್ಟಿಯಲ್ಲಿ 34ನೇ ಸ್ಥಾನಕ್ಕೆ ಏರಿದ್ದಾರೆ. ಆದರೆ ಬೌಲರ್‌ಗಳ ಪಟ್ಟಿಯಲ್ಲಿ 17ನೇ ಸ್ಥಾನಕ್ಕೆ ಕುಸಿದಿದ್ದಾರೆ. ಇಂಗ್ಲೆಂಡ್ ಸರಣಿಯಲ್ಲಿ 516 ರನ್ ಗಳಿಸಿದ್ದ ಜಡೇಜಾ ಕೆಲವು ವಿಕೆಟ್ ಪಡೆದಿದ್ದರು.	[806, 1904, 1256, 1938]
clue-item: 5.ಪ್ರಾರಂಭ (3)	[1054, 1283, 1099, 1294]
clue-item: 14.ಉಪಯೋಗ (3)	[1054, 1350, 1114, 1361]
section-title: ಕ್ರೀಡೆ	[660, 6, 731, 62]
answer-item: 14.ಪ್ರಿಯ	[934, 1370, 963, 1381]
table-cell: ರಾಹುಲ್	[1075, 1597, 1129, 1613]
table-cell: 61	[1186, 1629, 1254, 1645]
brief1-title: ಐಸಿಸಿ ತಿಂಗಳ ಪ್ರಶಸ್ತಿಗೆ ಗಿಲ್ ನಾಮನಿರ್ದೇಶನ	[51, 168, 193, 207]
table-cell: ಸದ್ಯ ಸ್ಥಾನ	[1128, 1517, 1185, 1533]
puzzle-title-tile: ಪ	[710, 1103, 740, 1133]
table-cell: ಬೂಮ್ರಾ	[1075, 1661, 1129, 1677]
q2-head: ರಾಹುಲ್ ಕಂಬ್ಯಾಕ್?	[512, 600, 605, 616]
crossword-cell[interactable]	[687, 1370, 716, 1399]
table-cell: ರೆಡ್ಡಿ	[1075, 1613, 1129, 1629]
crossword-block	[659, 1227, 688, 1256]
crossword-block	[659, 1313, 688, 1342]
crossword-block	[830, 1313, 859, 1342]
table-cell: 78	[1128, 1629, 1185, 1645]
asia-kicker: ಮುಂದಿನ ತಿಂಗಳು ನಡೆಯುವ ಏಷ್ಯಾಕಪ್ | ಭಾರತಕ್ಕೆ ಈಗ ಟಿ20 ತಂಡ ಕಟ್ಟುವ ಕಸರತ್ತು	[255, 94, 870, 119]
photo-shreyas	[882, 222, 1068, 388]
crossword-block	[659, 1199, 688, 1228]
